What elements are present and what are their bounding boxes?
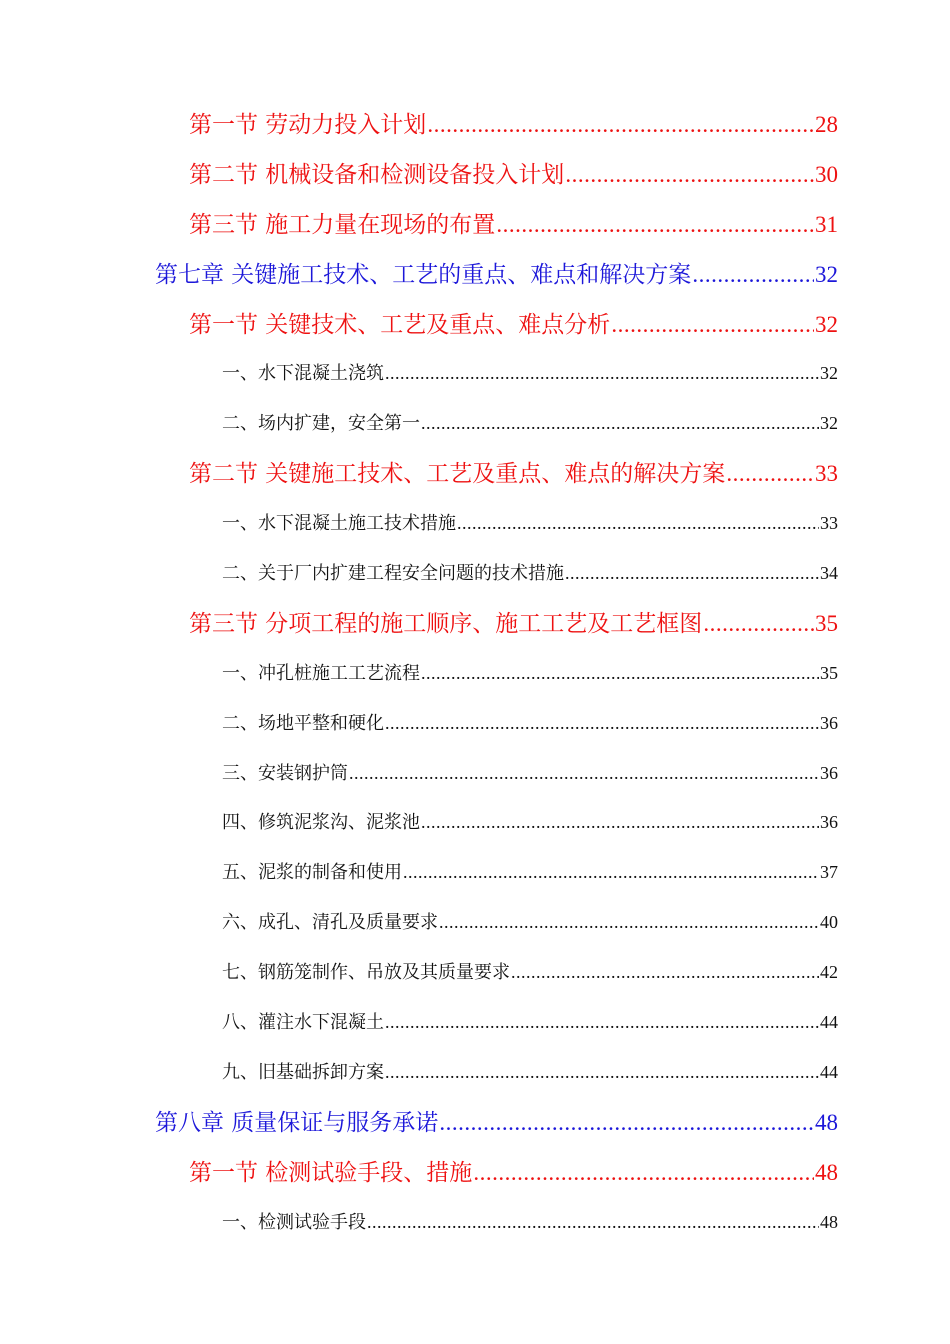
toc-entry-title: 一、冲孔桩施工工艺流程 <box>222 662 420 684</box>
toc-entry-page-number: 32 <box>820 363 838 384</box>
toc-entry-title: 八、灌注水下混凝土 <box>222 1012 384 1034</box>
toc-entry-page-number: 48 <box>820 1211 838 1232</box>
toc-entry-page-number: 34 <box>820 563 838 584</box>
dot-leader <box>385 699 819 749</box>
toc-entry-title: 三、安装钢护筒 <box>222 762 348 784</box>
toc-entry-section[interactable] <box>0 200 838 250</box>
toc-entry-item[interactable] <box>0 798 838 848</box>
toc-entry-title: 一、水下混凝土浇筑 <box>222 363 384 385</box>
toc-entry-title: 第二节 机械设备和检测设备投入计划 <box>189 161 565 188</box>
dot-leader <box>439 1098 814 1148</box>
dot-leader <box>496 200 814 250</box>
toc-entry-item[interactable] <box>0 699 838 749</box>
toc-entry-item[interactable] <box>0 349 838 399</box>
toc-entry-section[interactable] <box>0 1148 838 1198</box>
toc-entry-title: 第三节 施工力量在现场的布置 <box>189 211 496 238</box>
dot-leader <box>473 1148 814 1198</box>
toc-entry-title: 第一节 劳动力投入计划 <box>189 112 427 138</box>
toc-entry-title: 一、水下混凝土施工技术措施 <box>222 513 456 535</box>
toc-entry-page-number: 36 <box>820 712 838 733</box>
dot-leader <box>565 150 814 200</box>
toc-entry-title: 第一节 检测试验手段、措施 <box>189 1159 473 1186</box>
toc-entry-page-number: 42 <box>820 962 838 983</box>
toc-entry-item[interactable] <box>0 399 838 449</box>
toc-entry-title: 二、场地平整和硬化 <box>222 712 384 734</box>
toc-entry-item[interactable] <box>0 499 838 549</box>
toc-entry-section[interactable] <box>0 300 838 350</box>
dot-leader <box>403 848 819 898</box>
toc-entry-item[interactable] <box>0 948 838 998</box>
toc-entry-page-number: 40 <box>820 912 838 933</box>
toc-entry-title: 五、泥浆的制备和使用 <box>222 862 402 884</box>
toc-entry-title: 第八章 质量保证与服务承诺 <box>155 1109 439 1136</box>
toc-entry-page-number: 32 <box>820 413 838 434</box>
dot-leader <box>565 549 819 599</box>
toc-entry-section[interactable] <box>0 449 838 499</box>
dot-leader <box>439 898 819 948</box>
toc-entry-page-number: 32 <box>815 261 838 287</box>
toc-entry-item[interactable] <box>0 998 838 1048</box>
dot-leader <box>692 250 814 300</box>
toc-entry-title: 一、检测试验手段 <box>222 1211 366 1233</box>
toc-entry-page-number: 48 <box>815 1159 838 1185</box>
dot-leader <box>421 399 819 449</box>
toc-entry-title: 第二节 关键施工技术、工艺及重点、难点的解决方案 <box>189 461 726 488</box>
toc-entry-page-number: 44 <box>820 1012 838 1033</box>
toc-entry-title: 六、成孔、清孔及质量要求 <box>222 912 438 934</box>
toc-entry-chapter[interactable] <box>0 1098 838 1148</box>
dot-leader <box>427 100 814 150</box>
toc-entry-page-number: 35 <box>815 610 838 636</box>
toc-entry-section[interactable] <box>0 150 838 200</box>
toc-entry-item[interactable] <box>0 749 838 799</box>
toc-entry-item[interactable] <box>0 649 838 699</box>
toc-entry-page-number: 28 <box>815 112 838 137</box>
dot-leader <box>349 749 819 799</box>
toc-entry-item[interactable] <box>0 1198 838 1248</box>
toc-entry-section[interactable] <box>0 100 838 150</box>
toc-entry-title: 二、关于厂内扩建工程安全问题的技术措施 <box>222 563 564 585</box>
dot-leader <box>511 948 819 998</box>
table-of-contents <box>0 100 950 1247</box>
dot-leader <box>726 449 814 499</box>
toc-entry-page-number: 44 <box>820 1061 838 1082</box>
dot-leader <box>367 1198 819 1248</box>
toc-entry-title: 第七章 关键施工技术、工艺的重点、难点和解决方案 <box>155 261 692 288</box>
toc-entry-title: 七、钢筋笼制作、吊放及其质量要求 <box>222 962 510 984</box>
dot-leader <box>457 499 819 549</box>
toc-entry-page-number: 36 <box>820 762 838 783</box>
dot-leader <box>421 798 819 848</box>
toc-entry-page-number: 48 <box>815 1109 838 1135</box>
toc-entry-page-number: 33 <box>815 461 838 487</box>
toc-entry-title: 九、旧基础拆卸方案 <box>222 1061 384 1083</box>
toc-entry-page-number: 36 <box>820 812 838 833</box>
toc-entry-page-number: 37 <box>820 862 838 883</box>
toc-entry-page-number: 32 <box>815 311 838 337</box>
toc-entry-page-number: 30 <box>815 161 838 187</box>
dot-leader <box>385 349 819 399</box>
dot-leader <box>385 1048 819 1098</box>
toc-entry-page-number: 31 <box>815 211 838 237</box>
toc-entry-item[interactable] <box>0 1048 838 1098</box>
dot-leader <box>421 649 819 699</box>
toc-entry-item[interactable] <box>0 898 838 948</box>
toc-entry-item[interactable] <box>0 848 838 898</box>
toc-entry-title: 第一节 关键技术、工艺及重点、难点分析 <box>189 311 611 338</box>
dot-leader <box>611 300 814 350</box>
toc-entry-section[interactable] <box>0 599 838 649</box>
toc-entry-item[interactable] <box>0 549 838 599</box>
toc-entry-title: 二、场内扩建，安全第一 <box>222 413 420 435</box>
dot-leader <box>385 998 819 1048</box>
dot-leader <box>703 599 814 649</box>
toc-entry-title: 第三节 分项工程的施工顺序、施工工艺及工艺框图 <box>189 610 703 637</box>
toc-entry-chapter[interactable] <box>0 250 838 300</box>
toc-entry-title: 四、修筑泥浆沟、泥浆池 <box>222 812 420 834</box>
toc-entry-page-number: 35 <box>820 662 838 683</box>
toc-entry-page-number: 33 <box>820 513 838 534</box>
